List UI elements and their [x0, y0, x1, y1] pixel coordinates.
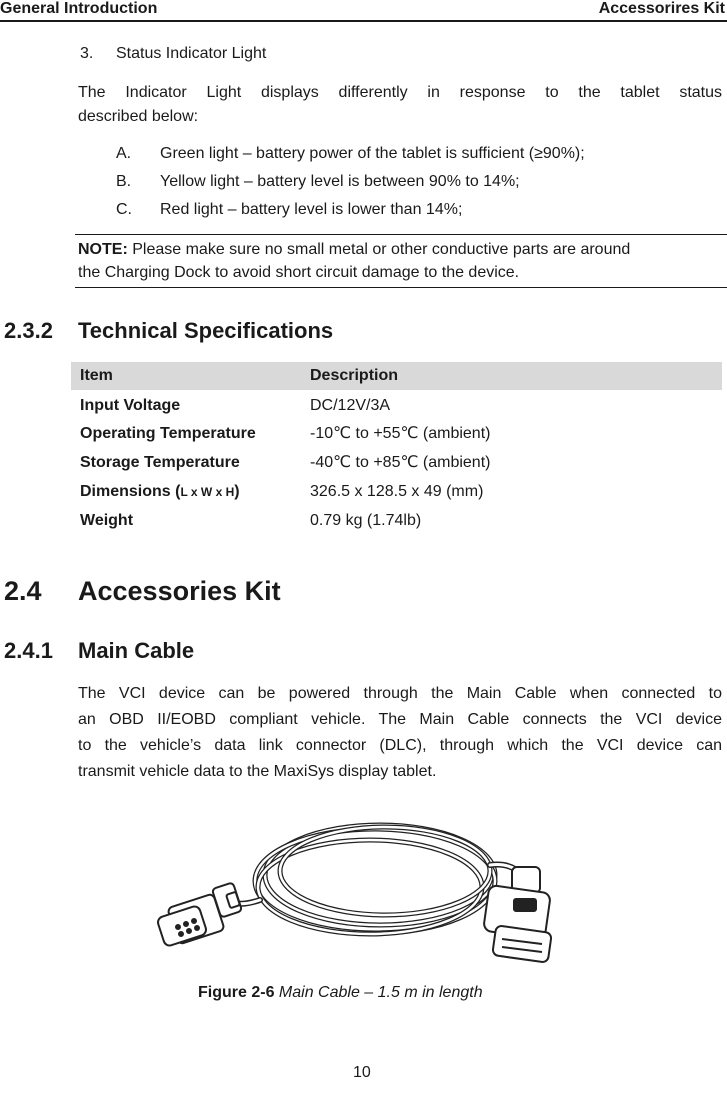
- spec-row-desc: -10℃ to +55℃ (ambient): [310, 425, 491, 442]
- status-list-letter-c: C.: [116, 201, 132, 218]
- main-cable-title: Main Cable: [78, 638, 195, 663]
- dimensions-label: Dimensions (: [80, 483, 181, 500]
- figure-caption: [198, 983, 483, 1003]
- tech-specs-title: Technical Specifications: [78, 318, 334, 343]
- status-intro-line-2: described below:: [78, 108, 199, 125]
- main-cable-para-line-1: The VCI device can be powered through the Main Cable when connected to: [78, 685, 722, 702]
- spec-row-item: Storage Temperature: [80, 454, 240, 471]
- note-line-1: [78, 240, 727, 260]
- note-line-2: the Charging Dock to avoid short circuit damage to the device.: [78, 264, 520, 281]
- accessories-title: Accessories Kit: [78, 576, 281, 606]
- dimensions-close: ): [234, 483, 240, 500]
- status-list-letter-a: A.: [116, 145, 132, 162]
- main-cable-para-line-2: an OBD II/EOBD compliant vehicle. The Main Cable connects the VCI device: [78, 711, 722, 728]
- accessories-number: 2.4: [4, 576, 42, 606]
- tech-specs-number: 2.3.2: [4, 318, 53, 343]
- main-cable-para-line-4: transmit vehicle data to the MaxiSys display tablet.: [78, 763, 437, 780]
- status-list-text-a: Green light – battery power of the tablet is sufficient (≥90%);: [160, 145, 585, 162]
- spec-row-item-dimensions: [80, 482, 240, 502]
- spec-col-item: Item: [80, 367, 113, 384]
- note-bottom-rule: [75, 287, 727, 288]
- spec-row-desc: 0.79 kg (1.74lb): [310, 512, 422, 529]
- header-right-title: Accessorires Kit: [598, 0, 725, 17]
- note-text-1: Please make sure no small metal or other conductive parts are around: [132, 241, 631, 258]
- header-left-title: General Introduction: [0, 0, 158, 17]
- status-intro-line-1: The Indicator Light displays differently in response to the tablet status: [78, 84, 722, 101]
- note-label: NOTE:: [78, 241, 128, 258]
- spec-row-desc: -40℃ to +85℃ (ambient): [310, 454, 491, 471]
- figure-caption-text: Main Cable – 1.5 m in length: [278, 984, 483, 1001]
- note-top-rule: [75, 234, 727, 235]
- spec-row-item: Input Voltage: [80, 397, 181, 414]
- spec-row-item: Operating Temperature: [80, 425, 256, 442]
- main-cable-illustration: [150, 805, 590, 970]
- header-rule: [0, 20, 727, 22]
- figure-label: Figure 2-6: [198, 984, 275, 1001]
- main-cable-number: 2.4.1: [4, 638, 53, 663]
- status-list-text-b: Yellow light – battery level is between 90% to 14%;: [160, 173, 520, 190]
- status-item-title: Status Indicator Light: [116, 45, 267, 62]
- status-item-number: 3.: [80, 45, 94, 62]
- page-number: 10: [353, 1064, 371, 1081]
- spec-row-item: Weight: [80, 512, 134, 529]
- spec-row-desc: 326.5 x 128.5 x 49 (mm): [310, 483, 484, 500]
- main-cable-para-line-3: to the vehicle’s data link connector (DLC), through which the VCI device can: [78, 737, 722, 754]
- spec-row-desc: DC/12V/3A: [310, 397, 391, 414]
- spec-col-description: Description: [310, 367, 399, 384]
- dimensions-unit-order: L x W x H: [180, 485, 235, 499]
- status-list-letter-b: B.: [116, 173, 132, 190]
- status-list-text-c: Red light – battery level is lower than 14%;: [160, 201, 463, 218]
